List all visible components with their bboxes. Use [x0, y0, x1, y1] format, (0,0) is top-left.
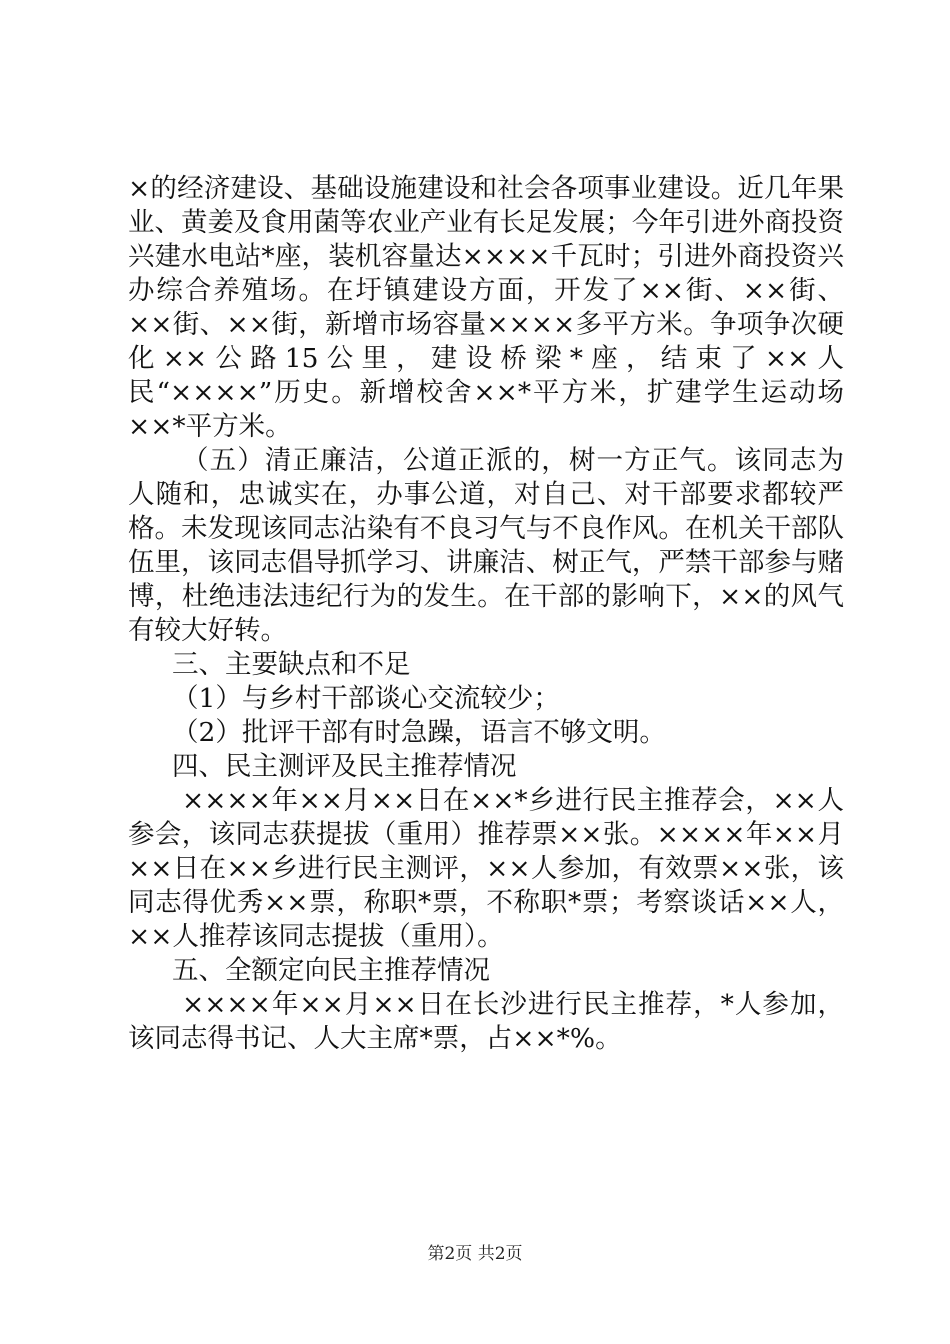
list-item-shortcoming-1: （1）与乡村干部谈心交流较少； [172, 683, 560, 714]
page-footer: 第2页 共2页 [427, 1244, 523, 1264]
paragraph-economic-construction: ×的经济建设、基础设施建设和社会各项事业建设。近几年果业、黄姜及食用菌等农业产业有长足发展；今年引进外商投资兴建水电站*座，装机容量达××××千瓦时；引进外商投资兴办综合养殖场。在圩镇建设方面，开发了××街、××街、××街、××街，新增市场容量××××多平方米。争项争次硬化××公路15公里，建设桥梁*座，结束了××人民“××××”历史。新增校舍××*平方米，扩建学生运动场××*平方米。 [128, 173, 844, 442]
heading-democratic-evaluation: 四、民主测评及民主推荐情况 [172, 751, 517, 782]
paragraph-directed-recommendation: ××××年××月××日在长沙进行民主推荐，*人参加，该同志得书记、人大主席*票，占××*%。 [128, 989, 844, 1054]
heading-shortcomings: 三、主要缺点和不足 [172, 649, 411, 680]
heading-directed-recommendation: 五、全额定向民主推荐情况 [172, 955, 490, 986]
paragraph-integrity: （五）清正廉洁，公道正派的，树一方正气。该同志为人随和，忠诚实在，办事公道，对自己、对干部要求都较严格。未发现该同志沾染有不良习气与不良作风。在机关干部队伍里，该同志倡导抓学习、讲廉洁、树正气，严禁干部参与赌博，杜绝违法违纪行为的发生。在干部的影响下，××的风气有较大好转。 [128, 445, 844, 646]
document-body [128, 172, 844, 1056]
list-item-shortcoming-2: （2）批评干部有时急躁，语言不够文明。 [172, 717, 666, 748]
paragraph-democratic-evaluation: ××××年××月××日在××*乡进行民主推荐会，××人参会，该同志获提拔（重用）推荐票××张。××××年××月××日在××乡进行民主测评，××人参加，有效票××张，该同志得优秀××票，称职*票，不称职*票；考察谈话××人，××人推荐该同志提拔（重用）。 [128, 785, 844, 952]
